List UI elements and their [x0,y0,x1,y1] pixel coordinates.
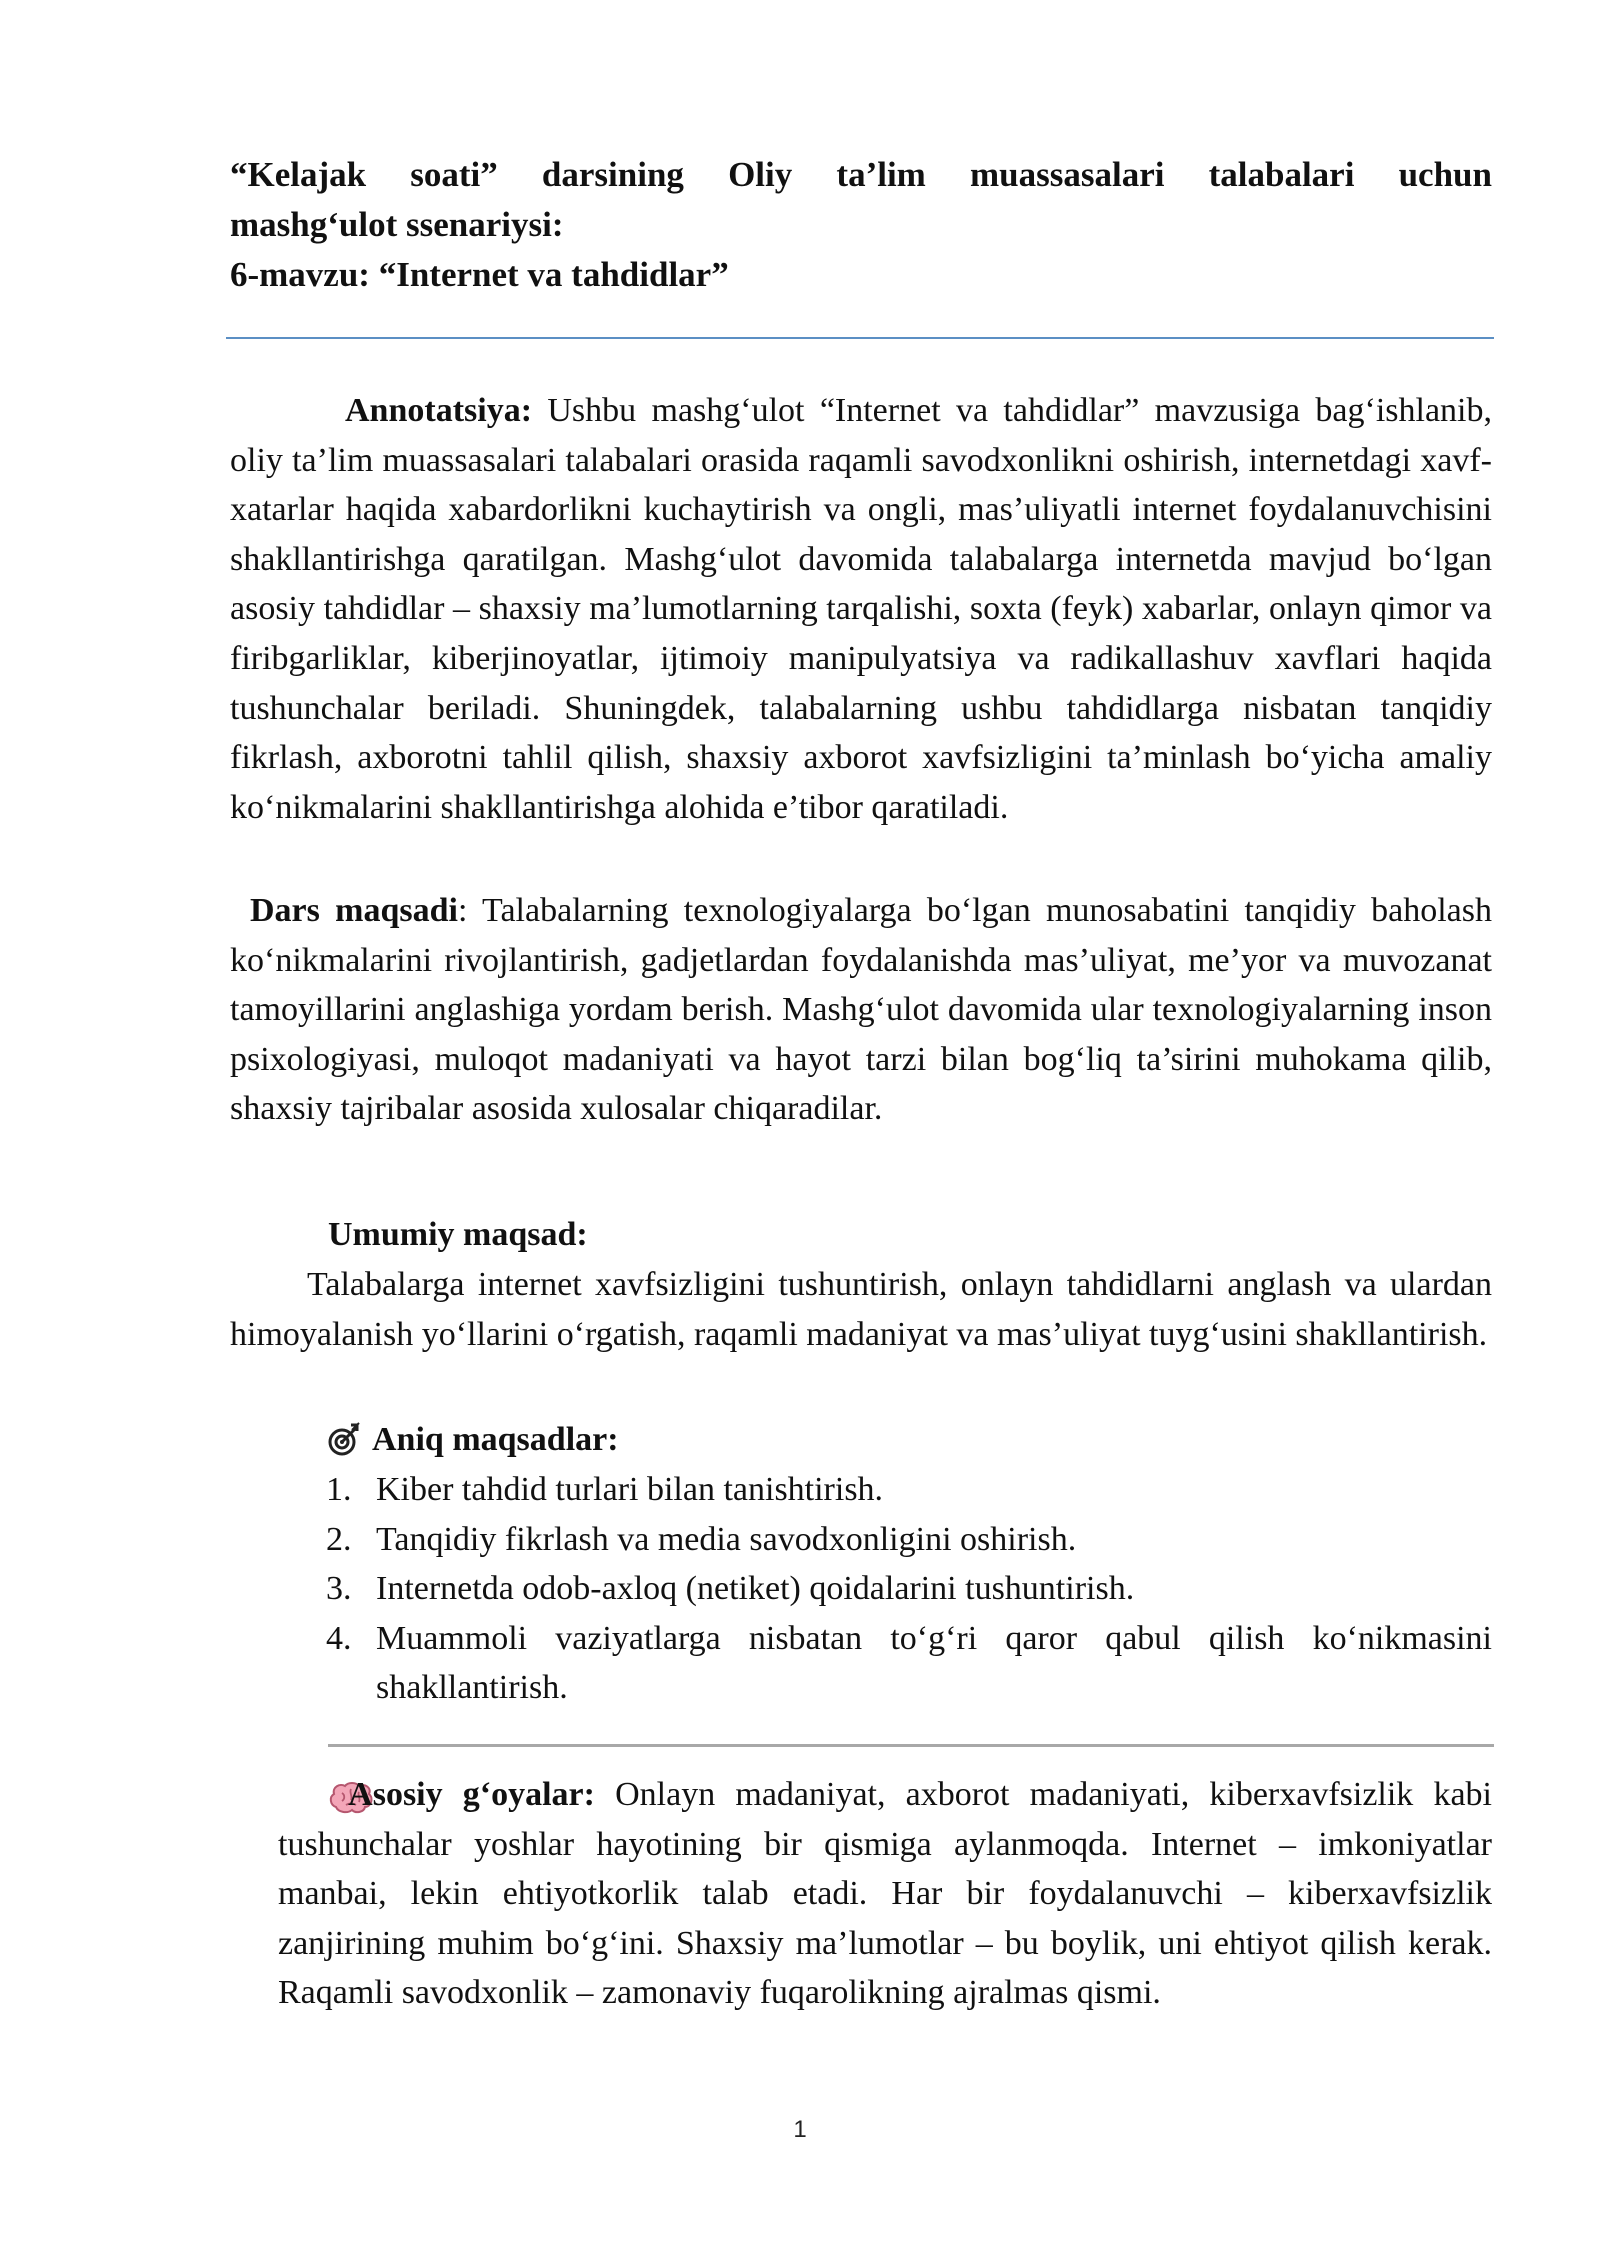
asosiy-goyalar-label: Asosiy g‘oyalar: [348,1776,595,1813]
dars-maqsadi-text: : Talabalarning texnologiyalarga bo‘lgan munosabatini tanqidiy baholash ko‘nikmalarini rivojlantirish, gadjetlardan foydalanishda mas’uliyat, me’yor va muvozanat tamoyillarini anglashiga yordam berish. Mashg‘ulot davomida ular texnologiyalarning inson psixologiyasi, muloqot madaniyati va hayot tarzi bilan bog‘liq ta’sirini muhokama qilib, shaxsiy tajribalar asosida xulosalar chiqaradilar. [230,892,1492,1128]
umumiy-maqsad-heading: Umumiy maqsad: [328,1216,588,1253]
title-line-1: “Kelajak soati” darsining Oliy ta’lim muassasalari talabalari uchun [230,155,1492,194]
annotation-label: Annotatsiya: [345,392,533,429]
umumiy-maqsad-text: Talabalarga internet xavfsizligini tushuntirish, onlayn tahdidlarni anglash va ulardan himoyalanish yo‘llarini o‘rgatish, raqamli madaniyat va mas’uliyat tuyg‘usini shakllantirish. [230,1266,1492,1353]
list-item-number: 4. [326,1619,352,1657]
list-item-number: 3. [326,1570,352,1608]
asosiy-goyalar-text: Onlayn madaniyat, axborot madaniyati, kiberxavfsizlik kabi tushunchalar yoshlar hayotining bir qismiga aylanmoqda. Internet – imkoniyatlar manbai, lekin ehtiyotkorlik talab etadi. Har bir foydalanuvchi – kiberxavfsizlik zanjirining muhim bo‘g‘ini. Shaxsiy ma’lumotlar – bu boylik, uni ehtiyot qilish kerak. Raqamli savodxonlik – zamonaviy fuqarolikning ajralmas qismi. [278,1776,1492,2012]
page-number: 1 [793,2116,807,2143]
document-title [230,150,1492,300]
list-item [326,1564,1492,1614]
dars-maqsadi-label: Dars maqsadi [250,892,458,929]
aniq-maqsadlar-heading [326,1415,619,1465]
list-item [326,1614,1492,1713]
list-item-number: 1. [326,1471,352,1508]
list-item-text: Kiber tahdid turlari bilan tanishtirish. [376,1471,884,1508]
list-item-text: Muammoli vaziyatlarga nisbatan to‘g‘ri qaror qabul qilish ko‘nikmasini shakllantirish. [376,1619,1492,1707]
list-item-number: 2. [326,1520,352,1558]
title-line-2: mashg‘ulot ssenariysi: [230,205,564,244]
aniq-maqsadlar-label: Aniq maqsadlar: [372,1421,619,1458]
list-item-text: Tanqidiy fikrlash va media savodxonligini oshirish. [376,1520,1077,1558]
list-item [326,1465,1492,1515]
dars-maqsadi-paragraph [230,886,1492,1134]
list-item [326,1515,1492,1565]
target-icon [326,1422,362,1458]
title-line-3: 6-mavzu: “Internet va tahdidlar” [230,255,729,294]
title-divider [226,337,1494,339]
list-item-text: Internetda odob-axloq (netiket) qoidalarini tushuntirish. [376,1570,1135,1608]
annotation-paragraph [230,386,1492,832]
section-divider [328,1744,1494,1747]
goals-list [326,1465,1492,1713]
annotation-text: Ushbu mashg‘ulot “Internet va tahdidlar” mavzusiga bag‘ishlanib, oliy ta’lim muassasalari talabalari orasida raqamli savodxonlikni oshirish, internetdagi xavf-xatarlar haqida xabardorlikni kuchaytirish va ongli, mas’uliyatli internet foydalanuvchisini shakllantirishga qaratilgan. Mashg‘ulot davomida talabalarga internetda mavjud bo‘lgan asosiy tahdidlar – shaxsiy ma’lumotlarning tarqalishi, soxta (feyk) xabarlar, onlayn qimor va firibgarliklar, kiberjinoyatlar, ijtimoiy manipulyatsiya va radikallashuv xavflari haqida tushunchalar beriladi. Shuningdek, talabalarning ushbu tahdidlarga nisbatan tanqidiy fikrlash, axborotni tahlil qilish, shaxsiy axborot xavfsizligini ta’minlash bo‘yicha amaliy ko‘nikmalarini shakllantirishga alohida e’tibor qaratiladi. [230,392,1492,826]
asosiy-goyalar-paragraph [278,1770,1492,2018]
